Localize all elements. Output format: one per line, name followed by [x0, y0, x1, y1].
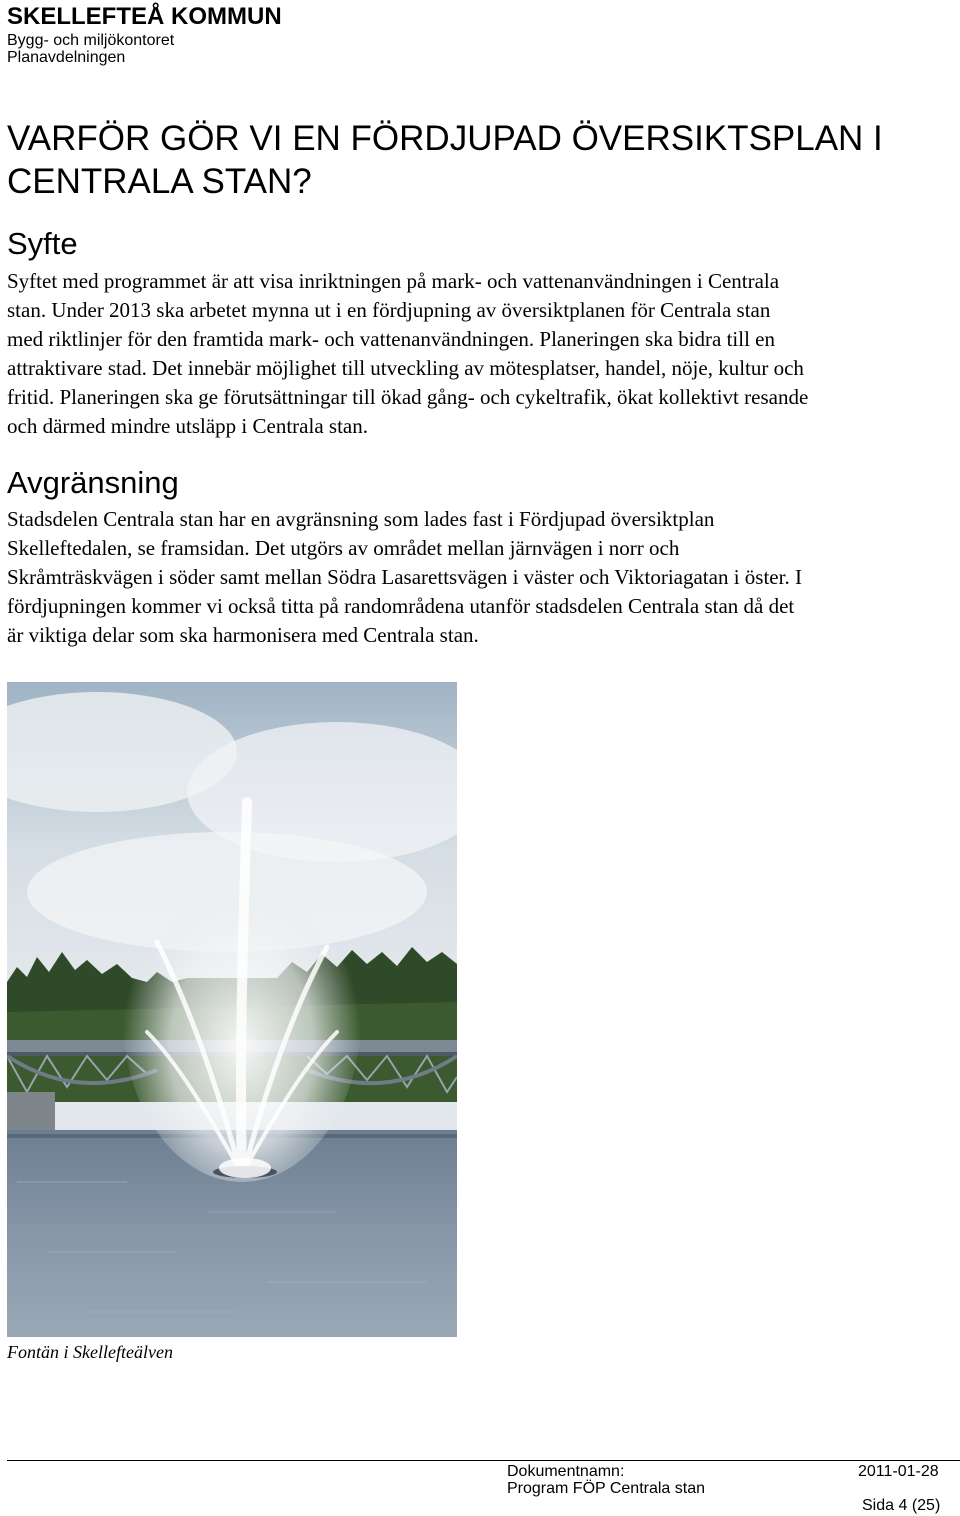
unit-name: Planavdelningen	[7, 49, 126, 66]
text-line: Skråmträskvägen i söder samt mellan Södra Lasarettsvägen i väster och Viktoriagatan i öster. I	[7, 565, 802, 589]
section-body-avgransning	[7, 505, 957, 650]
document-name: Program FÖP Centrala stan	[507, 1480, 706, 1497]
text-line: är viktiga delar som ska harmonisera med Centrala stan.	[7, 623, 479, 647]
document-name-label: Dokumentnamn:	[507, 1463, 625, 1480]
page-title-line: VARFÖR GÖR VI EN FÖRDJUPAD ÖVERSIKTSPLAN I	[7, 119, 883, 158]
text-line: Syftet med programmet är att visa inriktningen på mark- och vattenanvändningen i Centrala	[7, 269, 780, 293]
text-line: Stadsdelen Centrala stan har en avgränsning som lades fast i Fördjupad översiktplan	[7, 507, 715, 531]
text-line: stan. Under 2013 ska arbetet mynna ut i en fördjupning av översiktplanen för Centrala stan	[7, 298, 771, 322]
section-heading-syfte: Syfte	[7, 226, 78, 261]
department-name: Bygg- och miljökontoret	[7, 32, 175, 49]
photo-caption: Fontän i Skellefteälven	[7, 1342, 173, 1362]
footer-divider	[7, 1460, 960, 1461]
text-line: med riktlinjer för den framtida mark- och vattenanvändningen. Planeringen ska bidra till en	[7, 327, 775, 351]
fountain-photo	[7, 682, 457, 1337]
text-line: fritid. Planeringen ska ge förutsättningar till ökad gång- och cykeltrafik, ökat kollektivt resande	[7, 385, 809, 409]
section-heading-avgransning: Avgränsning	[7, 465, 179, 500]
organization-name: SKELLEFTEÅ KOMMUN	[7, 3, 282, 30]
section-body-syfte	[7, 267, 957, 441]
text-line: Skelleftedalen, se framsidan. Det utgörs av området mellan järnvägen i norr och	[7, 536, 680, 560]
page-title-line: CENTRALA STAN?	[7, 162, 312, 201]
text-line: och därmed mindre utsläpp i Centrala stan.	[7, 414, 368, 438]
document-date: 2011-01-28	[858, 1463, 939, 1480]
text-line: attraktivare stad. Det innebär möjlighet till utveckling av mötesplatser, handel, nöje, kultur och	[7, 356, 804, 380]
page-number: Sida 4 (25)	[862, 1497, 941, 1514]
page-title	[7, 117, 947, 203]
text-line: fördjupningen kommer vi också titta på randområdena utanför stadsdelen Centrala stan då det	[7, 594, 795, 618]
